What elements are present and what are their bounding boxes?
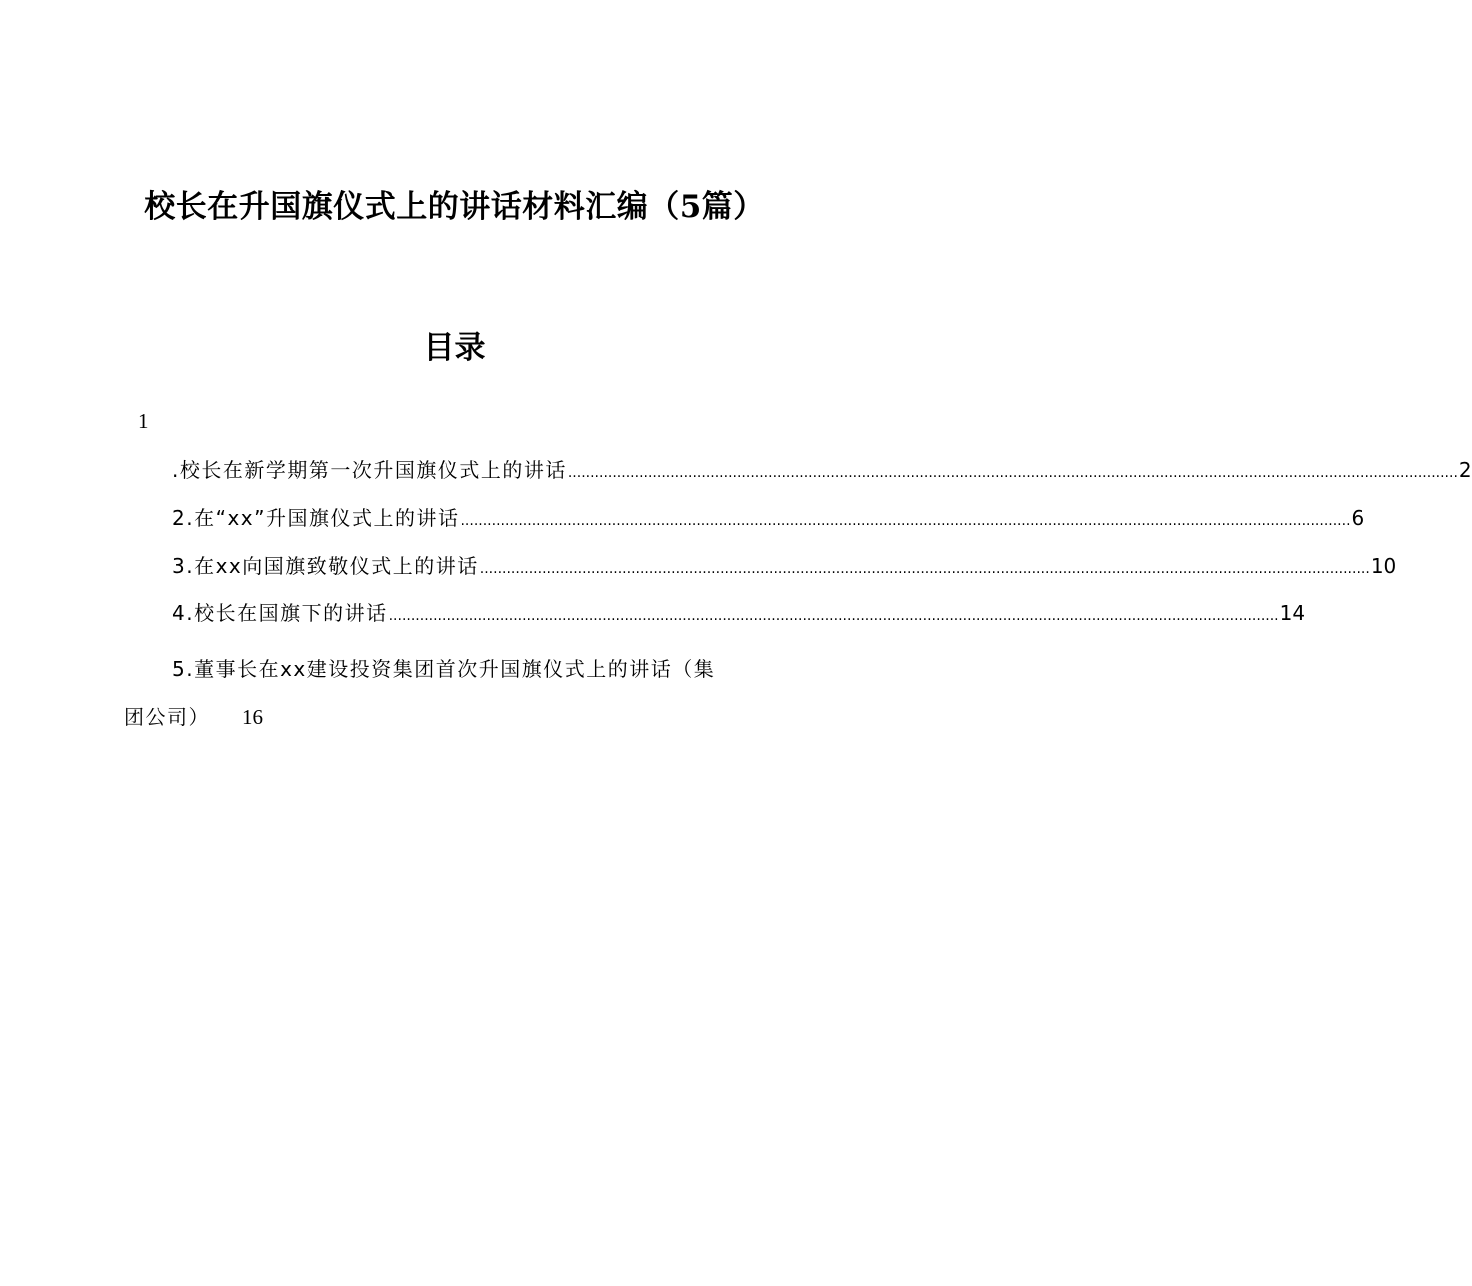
- toc-entry[interactable]: [172, 550, 1397, 582]
- toc-entry-text-line2: [124, 693, 804, 741]
- toc-leader-dots: ........................................................................................................................................................................................................: [460, 513, 1351, 529]
- toc-leader-dots: ........................................................................................................................................................................................................: [479, 561, 1370, 577]
- toc-entry-text: 2.在“xx”升国旗仪式上的讲话: [172, 506, 460, 530]
- toc-stray-number: 1: [138, 409, 149, 433]
- toc-page-number: 16: [242, 705, 263, 729]
- toc-page-number: 10: [1370, 554, 1397, 578]
- toc-page-number: 2: [1458, 458, 1472, 482]
- toc-page-number: 6: [1351, 506, 1365, 530]
- toc-entry-text-line2-label: 团公司）: [124, 705, 210, 729]
- toc-entry-text: 4.校长在国旗下的讲话: [172, 601, 388, 625]
- toc-page-number: 14: [1279, 601, 1306, 625]
- document-title: 校长在升国旗仪式上的讲话材料汇编（5篇）: [144, 189, 765, 225]
- toc-leader-dots: ........................................................................................................................................................................................................: [388, 608, 1279, 624]
- toc-entry-text: .校长在新学期第一次升国旗仪式上的讲话: [172, 458, 567, 482]
- toc-leader-dots: ........................................................................................................................................................................................................: [567, 465, 1458, 481]
- toc-entry[interactable]: [172, 597, 1306, 629]
- toc-entry-wrapped[interactable]: [124, 645, 804, 741]
- toc-entry[interactable]: [172, 502, 1365, 534]
- toc-entry-text-line1: 5.董事长在xx建设投资集团首次升国旗仪式上的讲话（集: [172, 657, 716, 681]
- toc-entry-text: 3.在xx向国旗致敬仪式上的讲话: [172, 554, 479, 578]
- toc-entry[interactable]: [172, 454, 1472, 486]
- toc-heading: 目录: [423, 330, 486, 366]
